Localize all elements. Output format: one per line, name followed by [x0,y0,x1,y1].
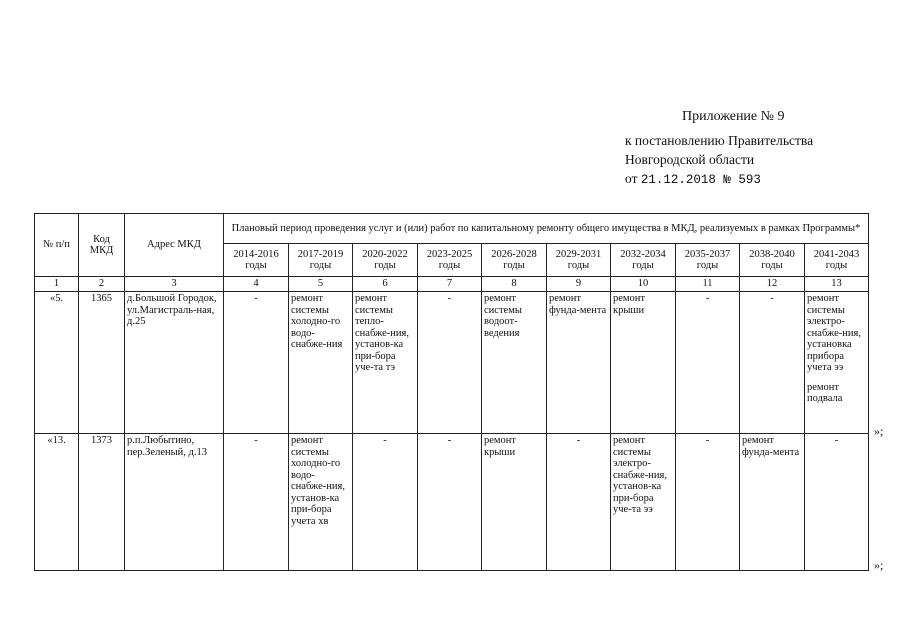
period-header: 2023-2025 годы [418,244,482,277]
column-number-row [35,277,869,292]
work-cell: - [418,292,482,434]
column-number: 7 [418,277,482,292]
work-cell: ремонт крыши [482,434,547,571]
row-closing-mark: »; [874,424,884,438]
col-header-period: Плановый период проведения услуг и (или) работ по капитальному ремонту общего имущества в МКД, реализуемых в рамках Программы* [224,214,869,244]
work-cell: ремонт системы тепло-снабже-ния, установ-ка при-бора уче-та тэ [353,292,418,434]
work-cell: - [353,434,418,571]
col-header-address: Адрес МКД [125,214,224,277]
work-cell: ремонт крыши [611,292,676,434]
work-cell: - [805,434,869,571]
row-number: «13. [35,434,79,571]
repair-schedule-table [34,213,869,571]
column-number: 9 [547,277,611,292]
work-cell: - [224,434,289,571]
building-code: 1365 [79,292,125,434]
work-cell: - [547,434,611,571]
column-number: 11 [676,277,740,292]
work-cell: - [418,434,482,571]
work-cell: ремонт системы холодно-го водо-снабже-ния [289,292,353,434]
decree-date-prefix: от [625,171,641,186]
period-header: 2035-2037 годы [676,244,740,277]
building-address: р.п.Любытино, пер.Зеленый, д.13 [125,434,224,571]
appendix-title: Приложение № 9 [682,109,785,124]
table-row [35,292,869,434]
column-number: 2 [79,277,125,292]
building-code: 1373 [79,434,125,571]
period-header: 2017-2019 годы [289,244,353,277]
period-header: 2026-2028 годы [482,244,547,277]
column-number: 8 [482,277,547,292]
decree-date-line [625,169,813,190]
work-cell: ремонт системы водоот-ведения [482,292,547,434]
work-cell: - [224,292,289,434]
decree-date: 21.12.2018 № 593 [640,173,761,187]
period-header: 2020-2022 годы [353,244,418,277]
period-header: 2029-2031 годы [547,244,611,277]
building-address: д.Большой Городок, ул.Магистраль-ная, д.25 [125,292,224,434]
decree-reference [625,131,813,190]
column-number: 3 [125,277,224,292]
period-header: 2038-2040 годы [740,244,805,277]
work-item: ремонт системы электро-снабже-ния, установка прибора учета ээ [807,293,861,373]
column-number: 12 [740,277,805,292]
column-number: 4 [224,277,289,292]
column-number: 10 [611,277,676,292]
col-header-no: № п/п [35,214,79,277]
col-header-code: Код МКД [79,214,125,277]
period-header: 2032-2034 годы [611,244,676,277]
work-cell: ремонт системы электро-снабже-ния, установ-ка при-бора уче-та ээ [611,434,676,571]
work-cell: - [740,292,805,434]
period-header: 2014-2016 годы [224,244,289,277]
column-number: 13 [805,277,869,292]
table-row [35,434,869,571]
decree-line-1: к постановлению Правительства [625,133,814,148]
work-cell: - [676,292,740,434]
period-header: 2041-2043 годы [805,244,869,277]
work-cell: - [676,434,740,571]
work-cell: ремонт фунда-мента [547,292,611,434]
decree-line-2: Новгородской области [625,152,755,167]
column-number: 6 [353,277,418,292]
row-number: «5. [35,292,79,434]
work-cell [805,292,869,434]
work-cell: ремонт фунда-мента [740,434,805,571]
work-item: ремонт подвала [807,381,843,404]
column-number: 1 [35,277,79,292]
work-cell: ремонт системы холодно-го водо-снабже-ния, установ-ка при-бора учета хв [289,434,353,571]
row-closing-mark: »; [874,558,884,572]
column-number: 5 [289,277,353,292]
header-row-1 [35,214,869,244]
